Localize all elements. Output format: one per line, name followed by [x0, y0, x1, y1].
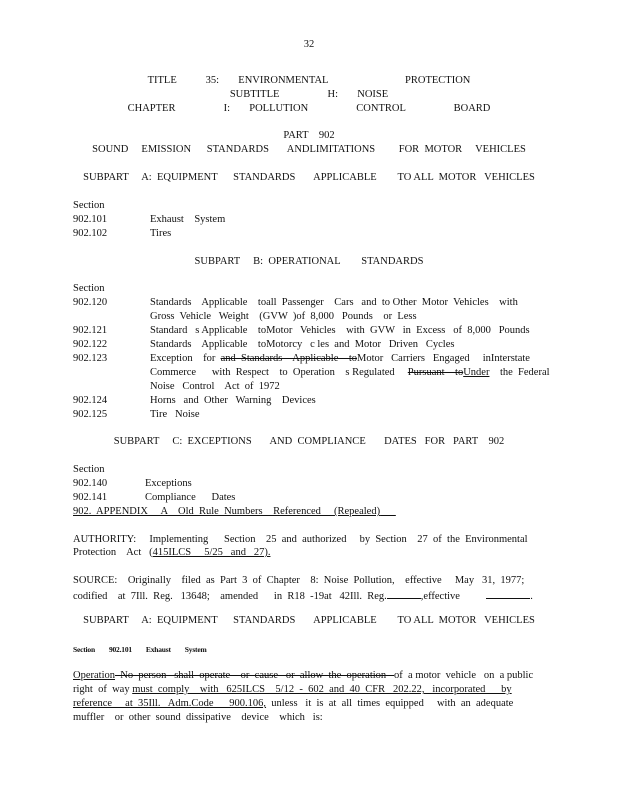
- section-label: Section: [73, 283, 105, 294]
- source-line: SOURCE: Originally filed as Part 3 of Chapter 8: Noise Pollution, effective May 31, 1977;: [73, 575, 525, 586]
- subpart-a-heading-repeat: SUBPART A: EQUIPMENT STANDARDS APPLICABLE TO ALL MOTOR VEHICLES: [83, 615, 535, 626]
- page-number: 32: [303, 39, 315, 50]
- title-heading: TITLE 35: ENVIRONMENTAL PROTECTION: [147, 75, 471, 86]
- body-line: [73, 669, 533, 682]
- source-line: codified at 7Ill. Reg. 13648; amended in R18 -19at 42Ill. Reg. ,effective .: [73, 588, 533, 603]
- section-title: Tire Noise: [150, 409, 200, 420]
- section-title-continued: Gross Vehicle Weight (GVW )of 8,000 Pounds or Less: [150, 311, 417, 322]
- body-line: muffler or other sound dissipative device which is:: [73, 712, 323, 723]
- section-title-text: Commerce with Respect to Operation s Regulated: [150, 367, 408, 378]
- section-title-continued: Noise Control Act of 1972: [150, 381, 280, 392]
- chapter-heading: CHAPTER I: POLLUTION CONTROL BOARD: [127, 103, 491, 114]
- part-number: PART 902: [283, 130, 335, 141]
- section-number: 902.123: [73, 353, 108, 364]
- body-text: unless it is at all times equipped with an adequate: [266, 698, 514, 709]
- authority-line: AUTHORITY: Implementing Section 25 and authorized by Section 27 of the Environmental: [73, 534, 528, 545]
- section-title-text: the Federal: [489, 367, 550, 378]
- deleted-text: No person shall operate or cause or allow the operation: [115, 670, 395, 681]
- section-number: 902.140: [73, 478, 108, 489]
- section-number: 902.125: [73, 409, 108, 420]
- section-title: Exhaust System: [150, 214, 226, 225]
- authority-text: Protection Act (: [73, 547, 153, 558]
- section-title: Standards Applicable toMotorcy c les and Motor Driven Cycles: [150, 339, 455, 350]
- section-number: 902.122: [73, 339, 108, 350]
- inserted-text: Operation: [73, 670, 115, 681]
- body-line: [73, 697, 513, 710]
- source-text: codified at 7Ill. Reg. 13648; amended in R18 -19at 42Ill. Reg.: [73, 591, 387, 602]
- subpart-c-heading: SUBPART C: EXCEPTIONS AND COMPLIANCE DATES FOR PART 902: [113, 436, 505, 447]
- section-heading-title: Exhaust: [145, 645, 171, 654]
- appendix-text: 902. APPENDIX A Old Rule Numbers Referenced: [73, 506, 335, 517]
- section-number: 902.141: [73, 492, 108, 503]
- section-heading-number: 902.101: [108, 645, 132, 654]
- section-heading-label: Section: [73, 645, 95, 654]
- section-title: Standard s Applicable toMotor Vehicles with GVW in Excess of 8,000 Pounds: [150, 325, 530, 336]
- section-number: 902.121: [73, 325, 108, 336]
- inserted-text: 415ILCS 5/25 and 27).: [152, 547, 271, 558]
- section-number: 902.102: [73, 228, 108, 239]
- section-heading-title: System: [184, 645, 207, 654]
- section-label: Section: [73, 464, 105, 475]
- subtitle-heading: SUBTITLE H: NOISE: [229, 89, 389, 100]
- inserted-text: reference at 35Ill. Adm.Code 900.106,: [73, 698, 267, 709]
- subpart-a-heading: SUBPART A: EQUIPMENT STANDARDS APPLICABLE TO ALL MOTOR VEHICLES: [83, 172, 535, 183]
- part-name: SOUND EMISSION STANDARDS ANDLIMITATIONS FOR MOTOR VEHICLES: [92, 144, 526, 155]
- section-title: Exceptions: [145, 478, 192, 489]
- repealed-label: (Repealed): [334, 506, 381, 517]
- inserted-text: Under: [463, 367, 490, 378]
- section-title: Horns and Other Warning Devices: [150, 395, 316, 406]
- section-label: Section: [73, 200, 105, 211]
- source-text: ,effective: [420, 591, 460, 602]
- blank-line: [486, 588, 530, 599]
- section-title: Standards Applicable toall Passenger Cars and to Other Motor Vehicles with: [150, 297, 518, 308]
- blank-line: [387, 588, 421, 599]
- section-title-continued: [150, 366, 550, 379]
- inserted-text: must comply with 625ILCS 5/12 - 602 and 40 CFR 202.22, incorporated by: [132, 684, 512, 695]
- section-number: 902.120: [73, 297, 108, 308]
- section-title-text: Exception for: [150, 353, 221, 364]
- section-heading: [73, 643, 207, 656]
- section-title-text: Motor Carriers Engaged inInterstate: [357, 353, 530, 364]
- body-text: right of way: [73, 684, 133, 695]
- deleted-text: and Standards Applicable to: [220, 353, 358, 364]
- section-title: Tires: [150, 228, 172, 239]
- section-number: 902.124: [73, 395, 108, 406]
- deleted-text: Pursuant to: [407, 367, 464, 378]
- section-number: 902.101: [73, 214, 108, 225]
- section-title: [150, 352, 530, 365]
- appendix-line: [73, 505, 396, 518]
- section-title: Compliance Dates: [145, 492, 236, 503]
- subpart-b-heading: SUBPART B: OPERATIONAL STANDARDS: [194, 256, 424, 267]
- body-text: of a motor vehicle on a public: [394, 670, 534, 681]
- body-line: [73, 683, 512, 696]
- authority-line: [73, 546, 270, 559]
